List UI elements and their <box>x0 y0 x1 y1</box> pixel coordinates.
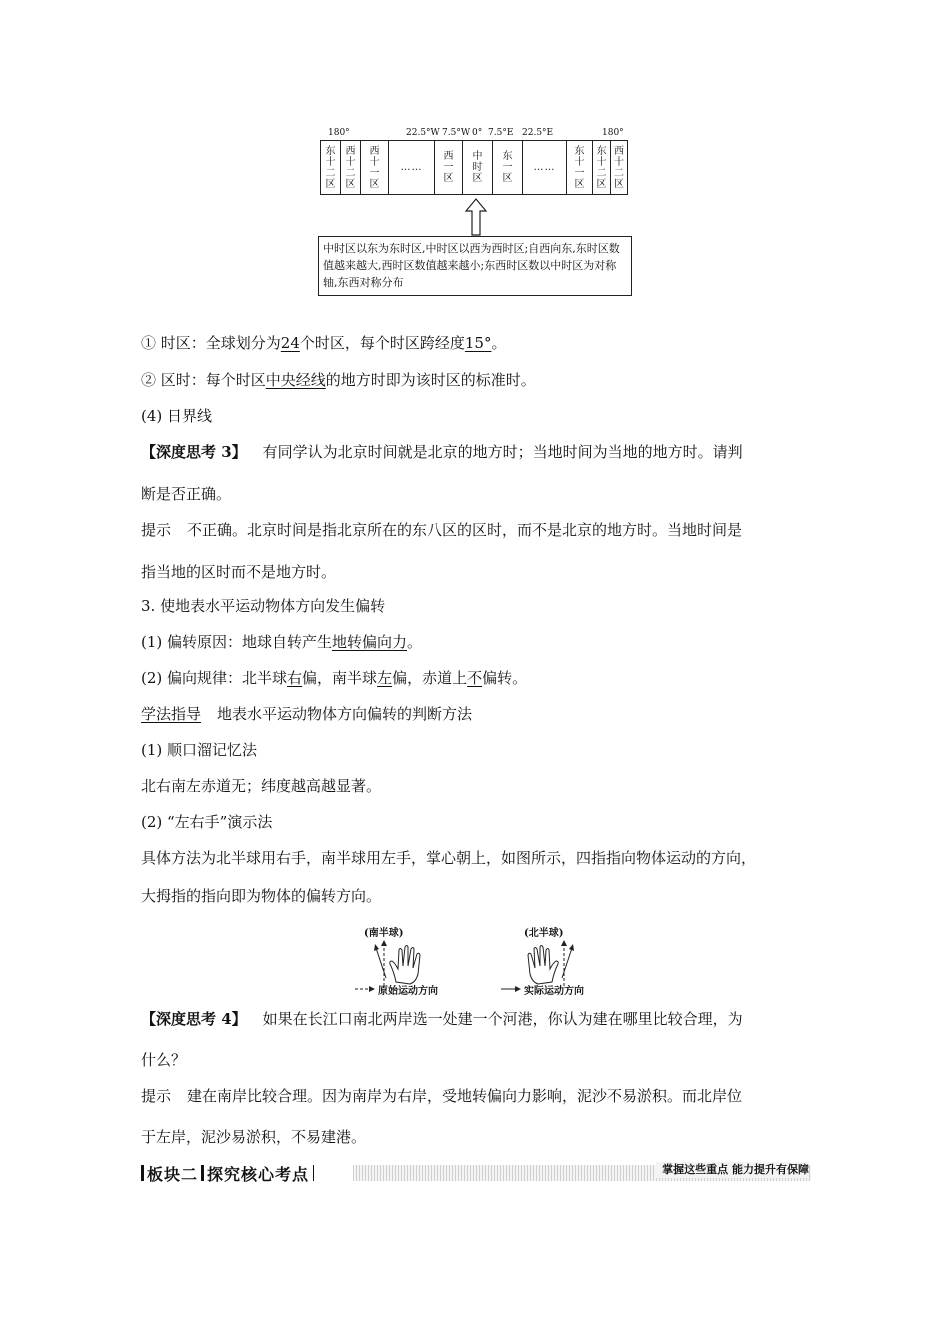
text: 个时区，每个时区跨经度 <box>299 334 465 352</box>
date-line-heading: (4) 日界线 <box>141 407 213 425</box>
text: (1) 偏转原因：地球自转产生 <box>141 633 333 651</box>
banner-title-group <box>141 1162 314 1184</box>
text: 如果在长江口南北两岸选一处建一个河港，你认为建在哪里比较合理，为 <box>262 1010 743 1028</box>
zone-ellipsis: …… <box>400 162 423 173</box>
zone-label: 东一区 <box>502 151 513 184</box>
banner-bar <box>313 1165 314 1181</box>
text: 偏转。 <box>482 669 528 687</box>
zone-label: 东十一区 <box>574 145 585 190</box>
zone-label: 西十一区 <box>369 145 380 190</box>
note-box: 中时区以东为东时区,中时区以西为西时区;自西向东,东时区数值越来越大,西时区数值越来越小;东西时区数以中时区为对称轴,东西对称分布 <box>318 236 632 296</box>
zone-cell <box>361 141 389 194</box>
zone-label: 西十二区 <box>345 145 356 190</box>
zone-label: 东十二区 <box>596 145 607 190</box>
zone-cell <box>593 141 611 194</box>
zone-cell <box>493 141 523 194</box>
think-label: 【深度思考 3】 <box>141 443 247 461</box>
section-banner <box>141 1162 811 1184</box>
answer-blank: 中央经线 <box>265 371 326 389</box>
text: ② 区时：每个时区 <box>141 371 266 389</box>
zone-label: 中时区 <box>472 151 483 184</box>
answer-blank: 24 <box>280 334 300 352</box>
deep-think-4 <box>141 1009 743 1029</box>
guide-label: 学法指导 <box>141 705 202 723</box>
deflection-rule <box>141 668 527 688</box>
answer-blank: 右 <box>287 669 303 687</box>
text: 有同学认为北京时间就是北京的地方时；当地时间为当地的地方时。请判 <box>262 443 743 461</box>
answer-blank: 15° <box>464 334 492 352</box>
dashed-arrow-icon <box>354 984 376 994</box>
deep-think-3 <box>141 442 743 462</box>
solid-arrow-icon <box>500 984 522 994</box>
method-1-text: 北右南左赤道无；纬度越高越显著。 <box>141 777 382 795</box>
method-2-heading: (2) “左右手”演示法 <box>141 813 273 831</box>
text: 。 <box>407 633 423 651</box>
deep-think-3-cont: 断是否正确。 <box>141 485 232 503</box>
degree-label: 22.5°E <box>522 128 554 138</box>
text: 的地方时即为该时区的标准时。 <box>325 371 536 389</box>
banner-bar <box>141 1165 144 1181</box>
zone-label: 东十二区 <box>325 145 336 190</box>
text: 不正确。北京时间是指北京所在的东八区的区时，而不是北京的地方时。当地时间是 <box>187 521 743 539</box>
right-hand-icon <box>518 938 580 986</box>
north-hemisphere-label: (北半球) <box>524 928 564 939</box>
hint-3-cont: 指当地的区时而不是地方时。 <box>141 563 337 581</box>
zone-row <box>320 140 628 195</box>
banner-bar <box>201 1165 204 1181</box>
zone-ellipsis: …… <box>533 162 556 173</box>
degree-label: 0° <box>472 128 483 138</box>
degree-label: 180° <box>328 128 350 138</box>
hint-label: 提示 <box>141 521 172 539</box>
zone-cell <box>567 141 593 194</box>
actual-direction-label: 实际运动方向 <box>524 986 584 997</box>
zone-cell <box>341 141 361 194</box>
banner-title: 探究核心考点 <box>207 1164 310 1184</box>
zone-label: 西十二区 <box>614 145 624 190</box>
text: 。 <box>491 334 507 352</box>
section-3-heading: 3. 使地表水平运动物体方向发生偏转 <box>141 597 386 615</box>
time-zone-diagram <box>318 124 634 300</box>
south-hemisphere-label: (南半球) <box>364 928 404 939</box>
degree-label: 22.5°W <box>406 128 440 138</box>
degree-label: 180° <box>602 128 624 138</box>
text: 偏，南半球 <box>302 669 378 687</box>
time-zone-paragraph <box>141 333 507 353</box>
study-guide <box>141 704 472 724</box>
zone-cell <box>389 141 435 194</box>
text: ① 时区：全球划分为 <box>141 334 281 352</box>
left-hand-icon <box>370 938 430 986</box>
answer-blank: 不 <box>467 669 483 687</box>
degree-label: 7.5°E <box>488 128 514 138</box>
hint-label: 提示 <box>141 1087 172 1105</box>
hint-3 <box>141 520 742 540</box>
hint-4 <box>141 1086 742 1106</box>
original-direction-label: 原始运动方向 <box>378 986 438 997</box>
text: (2) 偏向规律：北半球 <box>141 669 288 687</box>
zone-cell <box>611 141 627 194</box>
zone-cell <box>435 141 463 194</box>
zone-cell <box>321 141 341 194</box>
hint-4-cont: 于左岸，泥沙易淤积，不易建港。 <box>141 1128 367 1146</box>
method-2-text-cont: 大拇指的指向即为物体的偏转方向。 <box>141 887 382 905</box>
zone-cell <box>523 141 567 194</box>
zone-label: 西一区 <box>443 151 454 184</box>
degree-label: 7.5°W <box>442 128 471 138</box>
banner-block-label: 板块二 <box>147 1164 199 1184</box>
banner-tagline: 掌握这些重点 能力提升有保障 <box>656 1162 809 1178</box>
text: 偏，赤道上 <box>392 669 468 687</box>
method-1-heading: (1) 顺口溜记忆法 <box>141 741 258 759</box>
deflection-cause <box>141 632 422 652</box>
deep-think-4-cont: 什么？ <box>141 1051 187 1069</box>
up-arrow-icon <box>464 198 488 236</box>
think-label: 【深度思考 4】 <box>141 1010 247 1028</box>
text: 建在南岸比较合理。因为南岸为右岸，受地转偏向力影响，泥沙不易淤积。而北岸位 <box>187 1087 743 1105</box>
answer-blank: 左 <box>377 669 393 687</box>
method-2-text: 具体方法为北半球用右手，南半球用左手，掌心朝上，如图所示，四指指向物体运动的方向， <box>141 849 757 867</box>
text: 地表水平运动物体方向偏转的判断方法 <box>217 705 473 723</box>
zone-time-paragraph <box>141 370 536 390</box>
answer-blank: 地转偏向力 <box>332 633 408 651</box>
zone-cell <box>463 141 493 194</box>
hands-figure <box>350 924 600 1000</box>
